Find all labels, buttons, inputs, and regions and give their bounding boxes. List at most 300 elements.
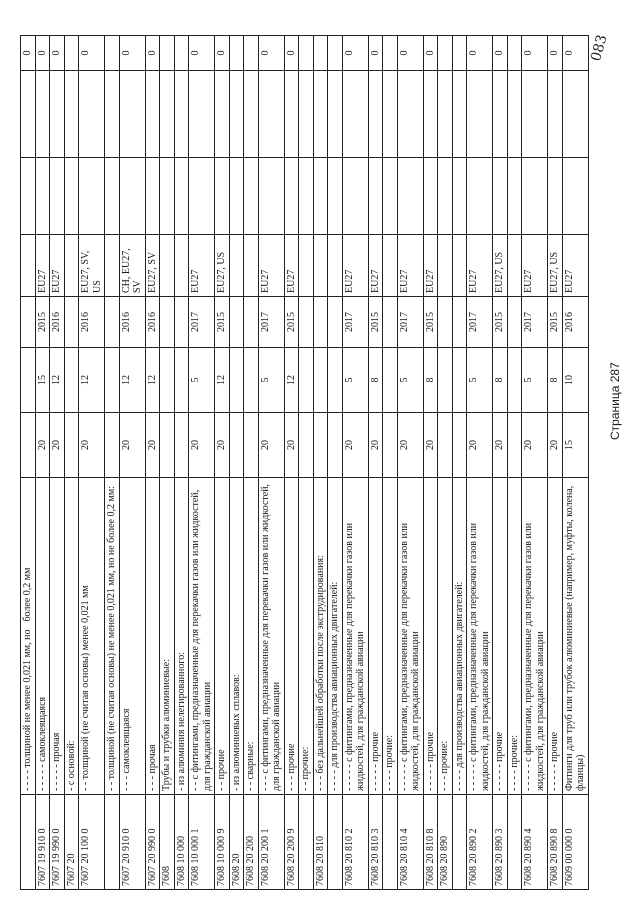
description-cell: - - - прочие [284,478,299,795]
table-row [229,36,244,890]
tariff-code-cell: 7608 20 810 [313,795,328,890]
extra-cell [438,158,453,235]
year-cell: 2017 [189,297,215,348]
rate-final-cell: 8 [493,348,508,413]
partners-cell [244,235,259,297]
rate-base-cell [229,413,244,478]
extra-cell [522,158,548,235]
blank-cell [64,71,79,158]
table-row [258,36,284,890]
table-row [105,36,120,890]
tariff-code-cell [299,795,314,890]
table-row [397,36,423,890]
tariff-code-cell: 7608 10 000 9 [215,795,230,890]
rate-final-cell [21,348,36,413]
extra-cell [229,158,244,235]
extra-cell [467,158,493,235]
blank-cell [174,71,189,158]
rate-base-cell [105,413,120,478]
year-cell: 2016 [50,297,65,348]
extra-cell [258,158,284,235]
rate-base-cell: 20 [284,413,299,478]
tariff-code-cell: 7607 20 910 0 [119,795,145,890]
rate-final-cell: 5 [189,348,215,413]
partners-cell [299,235,314,297]
partners-cell: EU27 [258,235,284,297]
rate-base-cell: 20 [368,413,383,478]
rate-base-cell [64,413,79,478]
blank-cell [284,71,299,158]
rate-base-cell: 20 [342,413,368,478]
year-cell: 2016 [79,297,105,348]
rate-final-cell [105,348,120,413]
year-cell [313,297,328,348]
description-cell: Фитинги для труб или трубок алюминиевые (например, муфты, колена, фланцы) [562,478,588,795]
year-cell: 2017 [342,297,368,348]
blank-cell [368,71,383,158]
blank-cell [215,71,230,158]
extra-cell [50,158,65,235]
tariff-code-cell: 7608 20 810 2 [342,795,368,890]
year-cell: 2015 [423,297,438,348]
rate-final-cell [64,348,79,413]
partners-cell: EU27 [189,235,215,297]
description-cell: - - - - - прочие [548,478,563,795]
rate-base-cell [299,413,314,478]
table-row [189,36,215,890]
description-cell: - - - - для производства авиационных двигателей: [452,478,467,795]
extra-cell [342,158,368,235]
year-cell [21,297,36,348]
rate-base-cell [313,413,328,478]
partners-cell [160,235,175,297]
extra-cell [452,158,467,235]
table-row [438,36,453,890]
tariff-code-cell: 7608 20 890 3 [493,795,508,890]
rate-final-cell: 12 [79,348,105,413]
description-cell: - - - - - с фитингами, предназначенные для перекачки газов или жидкостей, для гражданской авиации [467,478,493,795]
rate-final-cell: 12 [284,348,299,413]
rate-base-cell: 20 [119,413,145,478]
table-row [423,36,438,890]
partners-cell [174,235,189,297]
year-cell [507,297,522,348]
tariff-table [20,35,589,890]
description-cell: - - - - - прочие [493,478,508,795]
tariff-code-cell: 7608 20 810 8 [423,795,438,890]
extra-cell [383,158,398,235]
extra-cell [562,158,588,235]
tariff-code-cell: 7608 20 200 [244,795,259,890]
zero-cell: 0 [35,36,50,71]
description-cell: Трубы и трубки алюминиевые: [160,478,175,795]
extra-cell [21,158,36,235]
description-cell: - - - без дальнейшей обработки после экструдирования: [313,478,328,795]
zero-cell: 0 [467,36,493,71]
table-row [328,36,343,890]
zero-cell [229,36,244,71]
rate-final-cell: 8 [423,348,438,413]
tariff-code-cell: 7608 20 200 1 [258,795,284,890]
extra-cell [160,158,175,235]
description-cell: - - - прочая [145,478,160,795]
rate-base-cell: 20 [189,413,215,478]
table-row [174,36,189,890]
partners-cell: EU27 [342,235,368,297]
partners-cell [452,235,467,297]
extra-cell [328,158,343,235]
table-row [215,36,230,890]
blank-cell [160,71,175,158]
year-cell: 2016 [562,297,588,348]
extra-cell [507,158,522,235]
tariff-table-rotated [20,50,610,890]
description-cell: - - - - - с фитингами, предназначенные для перекачки газов или жидкостей, для гражданской авиации [342,478,368,795]
rate-final-cell [507,348,522,413]
handwritten-page-mark: 083 [588,33,611,63]
blank-cell [467,71,493,158]
description-cell: - - прочие: [299,478,314,795]
tariff-code-cell: 7607 19 990 0 [50,795,65,890]
year-cell [383,297,398,348]
year-cell [64,297,79,348]
year-cell: 2016 [119,297,145,348]
rate-base-cell: 20 [493,413,508,478]
extra-cell [79,158,105,235]
partners-cell: EU27 [284,235,299,297]
partners-cell: EU27 [35,235,50,297]
blank-cell [299,71,314,158]
year-cell [105,297,120,348]
tariff-code-cell: 7608 20 200 9 [284,795,299,890]
rate-base-cell [452,413,467,478]
header-note: более 0,2 мм [22,567,33,622]
rate-final-cell [174,348,189,413]
rate-base-cell: 20 [215,413,230,478]
zero-cell [313,36,328,71]
year-cell: 2017 [258,297,284,348]
partners-cell [21,235,36,297]
zero-cell [299,36,314,71]
rate-final-cell: 5 [342,348,368,413]
rate-base-cell [383,413,398,478]
zero-cell: 0 [189,36,215,71]
blank-cell [342,71,368,158]
blank-cell [258,71,284,158]
blank-cell [452,71,467,158]
tariff-code-cell [507,795,522,890]
blank-cell [493,71,508,158]
blank-cell [119,71,145,158]
zero-cell [507,36,522,71]
rate-final-cell: 8 [368,348,383,413]
description-cell: - - - - толщиной не менее 0,021 мм, ноболее 0,2 мм [21,478,36,795]
zero-cell: 0 [522,36,548,71]
year-cell: 2015 [548,297,563,348]
tariff-code-cell: 7609 00 000 0 [562,795,588,890]
tariff-code-cell: 7607 20 100 0 [79,795,105,890]
zero-cell [438,36,453,71]
tariff-code-cell: 7608 10 000 [174,795,189,890]
partners-cell [383,235,398,297]
description-cell: - - - с фитингами, предназначенные для перекачки газов или жидкостей, для гражданской авиации [258,478,284,795]
partners-cell: EU27, SV [145,235,160,297]
rate-base-cell: 20 [467,413,493,478]
blank-cell [244,71,259,158]
partners-cell: EU27 [50,235,65,297]
table-row [467,36,493,890]
rate-base-cell [438,413,453,478]
table-row [562,36,588,890]
description-cell: - - - - прочие: [507,478,522,795]
year-cell: 2015 [35,297,50,348]
table-row [21,36,36,890]
zero-cell [383,36,398,71]
rate-base-cell: 20 [423,413,438,478]
tariff-code-cell: 7608 10 000 1 [189,795,215,890]
year-cell [229,297,244,348]
rate-final-cell: 5 [522,348,548,413]
partners-cell: EU27 [467,235,493,297]
rate-base-cell: 20 [79,413,105,478]
year-cell [328,297,343,348]
table-row [160,36,175,890]
description-cell: - - - - - с фитингами, предназначенные для перекачки газов или жидкостей, для гражданской авиации [522,478,548,795]
rate-base-cell: 20 [145,413,160,478]
partners-cell [64,235,79,297]
rate-final-cell [438,348,453,413]
tariff-code-cell: 7608 20 890 8 [548,795,563,890]
rate-final-cell [244,348,259,413]
tariff-code-cell: 7608 20 890 4 [522,795,548,890]
zero-cell: 0 [493,36,508,71]
extra-cell [215,158,230,235]
description-cell: - с основой: [64,478,79,795]
tariff-code-cell [21,795,36,890]
blank-cell [522,71,548,158]
partners-cell: EU27, SV, US [79,235,105,297]
zero-cell [452,36,467,71]
tariff-code-cell [383,795,398,890]
zero-cell [328,36,343,71]
year-cell [244,297,259,348]
extra-cell [368,158,383,235]
zero-cell: 0 [145,36,160,71]
zero-cell [244,36,259,71]
rate-base-cell [244,413,259,478]
extra-cell [64,158,79,235]
extra-cell [174,158,189,235]
table-row [548,36,563,890]
description-cell: - - - самоклеящаяся [119,478,145,795]
partners-cell [229,235,244,297]
rate-final-cell: 12 [50,348,65,413]
description-cell: - - толщиной (не считая основы) не менее 0,021 мм, но не более 0,2 мм: [105,478,120,795]
partners-cell: EU27, US [493,235,508,297]
blank-cell [145,71,160,158]
blank-cell [229,71,244,158]
rate-final-cell: 15 [35,348,50,413]
blank-cell [397,71,423,158]
year-cell [452,297,467,348]
table-row [383,36,398,890]
description-cell: - - - - - прочие [423,478,438,795]
description-cell: - из алюминиевых сплавов: [229,478,244,795]
partners-cell: EU27, US [548,235,563,297]
tariff-code-cell [452,795,467,890]
partners-cell: EU27, US [215,235,230,297]
rate-final-cell: 8 [548,348,563,413]
extra-cell [397,158,423,235]
year-cell [299,297,314,348]
extra-cell [313,158,328,235]
blank-cell [383,71,398,158]
extra-cell [105,158,120,235]
tariff-code-cell: 7608 20 810 4 [397,795,423,890]
rate-final-cell [229,348,244,413]
table-row [50,36,65,890]
year-cell: 2016 [145,297,160,348]
zero-cell [105,36,120,71]
table-row [119,36,145,890]
description-cell: - - - - для производства авиационных двигателей: [328,478,343,795]
zero-cell: 0 [548,36,563,71]
rate-final-cell: 12 [145,348,160,413]
table-row [79,36,105,890]
description-cell: - - - - - с фитингами, предназначенные для перекачки газов или жидкостей, для гражданской авиации [397,478,423,795]
rate-final-cell [299,348,314,413]
table-row [145,36,160,890]
rate-final-cell: 5 [397,348,423,413]
table-row [299,36,314,890]
year-cell: 2017 [522,297,548,348]
blank-cell [548,71,563,158]
description-cell: - - толщиной (не считая основы) менее 0,021 мм [79,478,105,795]
zero-cell: 0 [50,36,65,71]
tariff-code-cell: 7608 20 810 3 [368,795,383,890]
blank-cell [507,71,522,158]
extra-cell [548,158,563,235]
zero-cell: 0 [258,36,284,71]
description-cell: - - прочие [215,478,230,795]
year-cell: 2017 [397,297,423,348]
partners-cell [105,235,120,297]
rate-base-cell [328,413,343,478]
extra-cell [284,158,299,235]
partners-cell [313,235,328,297]
partners-cell: EU27 [423,235,438,297]
table-row [244,36,259,890]
rate-base-cell [21,413,36,478]
zero-cell: 0 [562,36,588,71]
tariff-code-cell: 7608 [160,795,175,890]
zero-cell [174,36,189,71]
table-row [493,36,508,890]
extra-cell [35,158,50,235]
blank-cell [328,71,343,158]
table-row [35,36,50,890]
partners-cell: EU27 [397,235,423,297]
table-row [522,36,548,890]
rate-final-cell [160,348,175,413]
partners-cell: CH, EU27, SV [119,235,145,297]
extra-cell [423,158,438,235]
year-cell: 2015 [215,297,230,348]
description-cell: - из алюминия нелегированного: [174,478,189,795]
zero-cell: 0 [21,36,36,71]
partners-cell [438,235,453,297]
description-cell: - - - - - прочие [368,478,383,795]
zero-cell: 0 [215,36,230,71]
tariff-code-cell: 7607 20 [64,795,79,890]
rate-final-cell: 5 [467,348,493,413]
zero-cell: 0 [79,36,105,71]
tariff-code-cell: 7608 20 890 [438,795,453,890]
page-number: Страница 287 [608,362,622,440]
blank-cell [562,71,588,158]
year-cell: 2015 [493,297,508,348]
description-cell: - - - прочие: [438,478,453,795]
blank-cell [35,71,50,158]
description-cell: - - сварные: [244,478,259,795]
year-cell: 2017 [467,297,493,348]
table-row [313,36,328,890]
extra-cell [119,158,145,235]
tariff-code-cell: 7607 19 910 0 [35,795,50,890]
table-row [452,36,467,890]
rate-base-cell: 15 [562,413,588,478]
partners-cell: EU27 [522,235,548,297]
tariff-code-cell: 7608 20 [229,795,244,890]
table-row [284,36,299,890]
description-cell: - - - - - самоклеящаяся [35,478,50,795]
rate-base-cell [174,413,189,478]
zero-cell: 0 [342,36,368,71]
rate-final-cell: 12 [119,348,145,413]
year-cell: 2015 [368,297,383,348]
extra-cell [145,158,160,235]
rate-base-cell: 20 [258,413,284,478]
description-cell: - - - - прочие: [383,478,398,795]
partners-cell [507,235,522,297]
tariff-code-cell [328,795,343,890]
rate-final-cell: 12 [215,348,230,413]
zero-cell: 0 [368,36,383,71]
year-cell [438,297,453,348]
tariff-table-body [21,36,589,890]
rate-final-cell [452,348,467,413]
zero-cell: 0 [284,36,299,71]
zero-cell: 0 [423,36,438,71]
blank-cell [21,71,36,158]
rate-base-cell: 20 [50,413,65,478]
extra-cell [244,158,259,235]
rate-base-cell: 20 [548,413,563,478]
table-row [64,36,79,890]
tariff-code-cell: 7608 20 890 2 [467,795,493,890]
blank-cell [105,71,120,158]
extra-cell [493,158,508,235]
rate-final-cell [383,348,398,413]
blank-cell [313,71,328,158]
blank-cell [189,71,215,158]
rate-base-cell [507,413,522,478]
blank-cell [50,71,65,158]
year-cell [174,297,189,348]
table-row [342,36,368,890]
rate-base-cell: 20 [397,413,423,478]
tariff-code-cell: 7607 20 990 0 [145,795,160,890]
